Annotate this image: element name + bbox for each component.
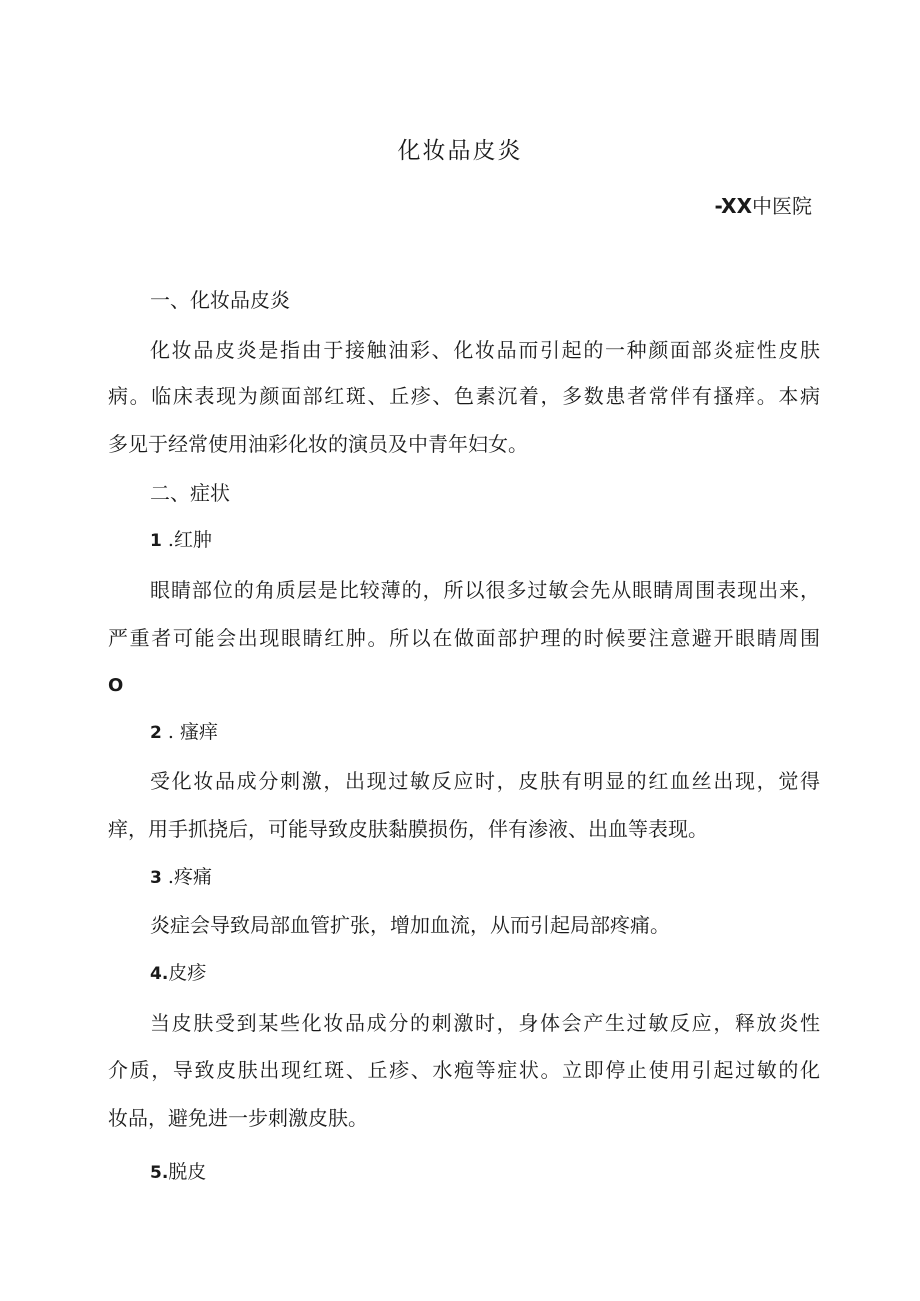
symptom-2-number: 2 [150, 723, 162, 743]
symptom-1-number: 1 [150, 531, 162, 551]
author-prefix: -XX [714, 194, 752, 218]
section1-heading: 一、化妆品皮炎 [150, 288, 290, 312]
symptom-4-line-1: 当皮肤受到某些化妆品成分的刺激时，身体会产生过敏反应，释放炎性 [150, 1011, 820, 1035]
symptom-5-number: 5. [150, 1163, 169, 1183]
symptom-3-heading [150, 865, 212, 890]
symptom-1-line-2: 严重者可能会出现眼睛红肿。所以在做面部护理的时候要注意避开眼睛周围 [108, 626, 820, 650]
symptom-3-sep: . [161, 866, 174, 888]
author-line [714, 190, 812, 219]
symptom-4-heading [150, 961, 206, 986]
symptom-3-number: 3 [150, 868, 162, 888]
symptom-1-trail: O [108, 675, 124, 696]
symptom-2-heading [150, 720, 218, 745]
symptom-1-label: 红肿 [173, 529, 212, 551]
author-name: 中医院 [752, 194, 812, 218]
symptom-1-line-1: 眼睛部位的角质层是比较薄的，所以很多过敏会先从眼睛周围表现出来， [150, 578, 820, 602]
symptom-5-label: 脱皮 [168, 1161, 207, 1183]
section1-line-2: 病。临床表现为颜面部红斑、丘疹、色素沉着，多数患者常伴有搔痒。本病 [108, 384, 820, 408]
section2-heading: 二、症状 [150, 481, 230, 505]
symptom-4-line-2: 介质，导致皮肤出现红斑、丘疹、水疱等症状。立即停止使用引起过敏的化 [108, 1058, 820, 1082]
symptom-2-line-2: 痒，用手抓挠后，可能导致皮肤黏膜损伤，伴有渗液、出血等表现。 [108, 817, 708, 841]
symptom-3-label: 疼痛 [173, 866, 212, 888]
document-title: 化妆品皮炎 [397, 138, 523, 164]
section1-line-3: 多见于经常使用油彩化妆的演员及中青年妇女。 [108, 432, 528, 456]
symptom-3-line-1: 炎症会导致局部血管扩张，增加血流，从而引起局部疼痛。 [150, 913, 670, 937]
symptom-1-sep: . [161, 529, 174, 551]
symptom-1-heading [150, 528, 212, 553]
symptom-4-line-3: 妆品，避免进一步刺激皮肤。 [108, 1106, 368, 1130]
symptom-4-number: 4. [150, 964, 169, 984]
symptom-2-sep: . [161, 721, 180, 743]
symptom-2-line-1: 受化妆品成分刺激，出现过敏反应时，皮肤有明显的红血丝出现，觉得 [150, 769, 820, 793]
symptom-4-label: 皮疹 [168, 962, 207, 984]
symptom-2-label: 瘙痒 [179, 721, 218, 743]
section1-line-1: 化妆品皮炎是指由于接触油彩、化妆品而引起的一种颜面部炎症性皮肤 [150, 338, 820, 362]
symptom-5-heading [150, 1160, 206, 1185]
